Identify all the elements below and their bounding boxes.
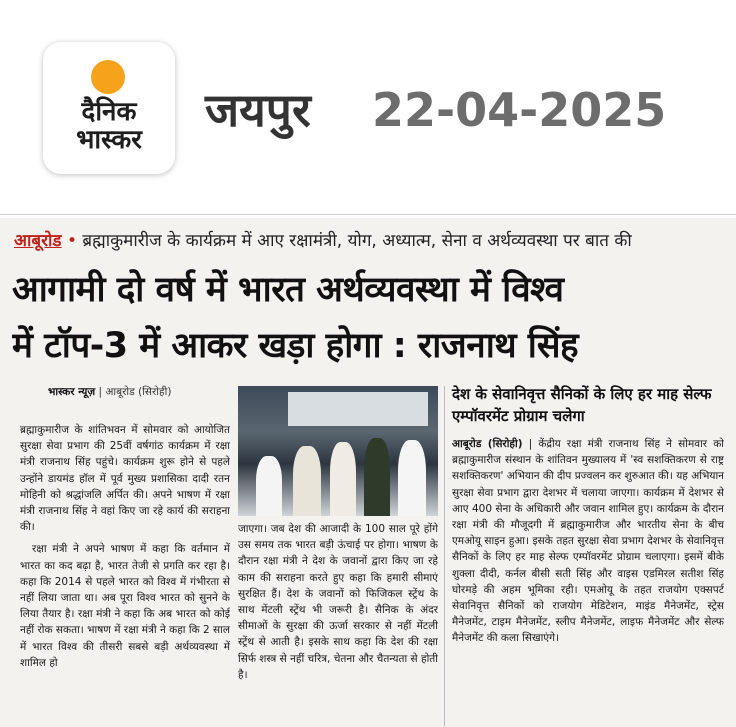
photo-person: [398, 440, 426, 516]
kicker-place: आबूरोड: [14, 231, 62, 251]
byline-place: आबूरोड (सिरोही): [105, 386, 172, 398]
photo-person: [330, 442, 356, 516]
edition-city: जयपुर: [205, 83, 311, 137]
article-paragraph: रक्षा मंत्री ने अपने भाषण में कहा कि वर्तमान में भारत का कद बढ़ा है, भारत तेजी से प्रगति कर रहा है। कहा कि 2014 से पहले भारत को विश्व में गंभीरता से नहीं लिया जाता था। अब पूरा विश्व भारत को सुनने के लिया तैयार है। रक्षा मंत्री ने कहा कि अब भारत को कोई नहीं रोक सकता। भाषण में रक्षा मंत्री ने कहा कि 2 साल में भारत विश्व की तीसरी सबसे बड़ी अर्थव्यवस्था में शामिल हो: [20, 543, 230, 669]
byline-source: भास्कर न्यूज़: [48, 386, 96, 398]
article-paragraph: ब्रह्माकुमारीज के शांतिभवन में सोमवार को आयोजित सुरक्षा सेवा प्रभाग की 25वीं वर्षगांठ कार्यक्रम में रक्षा मंत्री राजनाथ सिंह पहुंचे। कार्यक्रम शुरू होने से पहले उन्होंने डायमंड हॉल में पूर्व मुख्य प्रशासिका दादी रतन मोहिनी को श्रद्धांजलि अर्पित की। अपने भाषण में रक्षा मंत्री राजनाथ सिंह ने वहां किए जा रहे कार्य की सराहना की।: [20, 424, 230, 534]
side-story-text: केंद्रीय रक्षा मंत्री राजनाथ सिंह ने सोमवार को ब्रह्माकुमारीज संस्थान के शांतिवन मुख्यालय में 'स्व सशक्तिकरण से राष्ट्र सशक्तिकरण' अभियान की दीप प्रज्वलन कर शुरुआत की। यह अभियान सुरक्षा सेवा प्रभाग द्वारा देशभर में चलाया जाएगा। कार्यक्रम में देशभर से आए 400 सेना के अधिकारी और जवान शामिल हुए। कार्यक्रम के दौरान रक्षा मंत्री की मौजूदगी में ब्रह्माकुमारीज और भारतीय सेना के बीच एमओयू साइन हुआ। इसके तहत सुरक्षा सेवा प्रभाग देशभर के सेवानिवृत्त सैनिकों के लिए हर माह सेल्फ एम्पॉवरमेंट प्रोग्राम चलाएगा। इसमें बीके शुक्ला दीदी, कर्नल बीसी सती सिंह और वाइस एडमिरल सतीश सिंह घोरमड़े की अहम भूमिका रही। एमओयू के तहत राजयोग एक्सपर्ट सेवानिवृत्त सैनिकों को राजयोग मेडिटेशन, माइंड मैनेजमेंट, स्ट्रेस मैनेजमेंट, टाइम मैनेजमेंट, स्लीप मैनेजमेंट, लाइफ मैनेजमेंट और सेल्फ मैनेजमेंट की कला सिखाएंगे।: [452, 438, 724, 645]
news-clipping: [0, 218, 736, 727]
headline-line1: आगामी दो वर्ष में भारत अर्थव्यवस्था में विश्व: [12, 270, 564, 310]
logo-sun-icon: [91, 60, 125, 94]
kicker-text: ब्रह्माकुमारीज के कार्यक्रम में आए रक्षामंत्री, योग, अध्यात्म, सेना व अर्थव्यवस्था पर बात की: [82, 231, 632, 251]
side-story-place: आबूरोड (सिरोही): [452, 438, 523, 450]
kicker: [14, 224, 729, 258]
kicker-bullet: •: [66, 231, 77, 251]
article-paragraph: जाएगा। जब देश की आजादी के 100 साल पूरे होंगे उस समय तक भारत बड़ी ऊंचाई पर होगा। भाषण के दौरान रक्षा मंत्री ने देश के जवानों द्वारा किए जा रहे काम की सराहना करते हुए कहा कि हमारी सीमाएं सुरक्षित हैं। देश के जवानों को फिजिकल स्ट्रेंथ के साथ मेंटली स्ट्रेंथ भी जरूरी है। सैनिक के अंदर सीमाओं के सुरक्षा की ऊर्जा सरकार से नहीं मेंटली स्ट्रेंथ से आती है। इसके साथ कहा कि देश की रक्षा सिर्फ शस्त्र से नहीं चरित्र, चेतना और चैतन्यता से होती है।: [238, 523, 438, 681]
logo-line1: दैनिक: [81, 97, 137, 127]
photo-person: [293, 446, 321, 516]
dainik-bhaskar-logo: [43, 42, 175, 174]
side-story-headline: देश के सेवानिवृत्त सैनिकों के लिए हर माह सेल्फ एम्पॉवरमेंट प्रोग्राम चलेगा: [452, 385, 712, 425]
article-column-1: [20, 422, 230, 727]
photo-person: [256, 456, 282, 516]
edition-date: 22-04-2025: [372, 83, 667, 137]
logo-line2: भास्कर: [76, 125, 142, 155]
column-divider: [444, 386, 445, 726]
headline-line2: में टॉप-3 में आकर खड़ा होगा : राजनाथ सिंह: [12, 326, 579, 366]
byline: भास्कर न्यूज़ | आबूरोड (सिरोही): [48, 386, 172, 398]
article-column-2: [238, 521, 438, 727]
photo-person: [364, 438, 390, 516]
event-photo: [238, 386, 438, 516]
page-header: [0, 0, 736, 210]
photo-stage-banner: [288, 392, 428, 426]
side-story-column: आबूरोड (सिरोही) | केंद्रीय रक्षा मंत्री राजनाथ सिंह ने सोमवार को ब्रह्माकुमारीज संस्थान के शांतिवन मुख्यालय में 'स्व सशक्तिकरण से राष्ट्र सशक्तिकरण' अभियान की दीप प्रज्वलन कर शुरुआत की। यह अभियान सुरक्षा सेवा प्रभाग द्वारा देशभर में चलाया जाएगा। कार्यक्रम में देशभर से आए 400 सेना के अधिकारी और जवान शामिल हुए। कार्यक्रम के दौरान रक्षा मंत्री की मौजूदगी में ब्रह्माकुमारीज और भारतीय सेना के बीच एमओयू साइन हुआ। इसके तहत सुरक्षा सेवा प्रभाग देशभर के सेवानिवृत्त सैनिकों के लिए हर माह सेल्फ एम्पॉवरमेंट प्रोग्राम चलाएगा। इसमें बीके शुक्ला दीदी, कर्नल बीसी सती सिंह और वाइस एडमिरल सतीश सिंह घोरमड़े की अहम भूमिका रही। एमओयू के तहत राजयोग एक्सपर्ट सेवानिवृत्त सैनिकों को राजयोग मेडिटेशन, माइंड मैनेजमेंट, स्ट्रेस मैनेजमेंट, टाइम मैनेजमेंट, स्लीप मैनेजमेंट, लाइफ मैनेजमेंट और सेल्फ मैनेजमेंट की कला सिखाएंगे।: [452, 438, 724, 645]
header-divider: [0, 214, 736, 215]
